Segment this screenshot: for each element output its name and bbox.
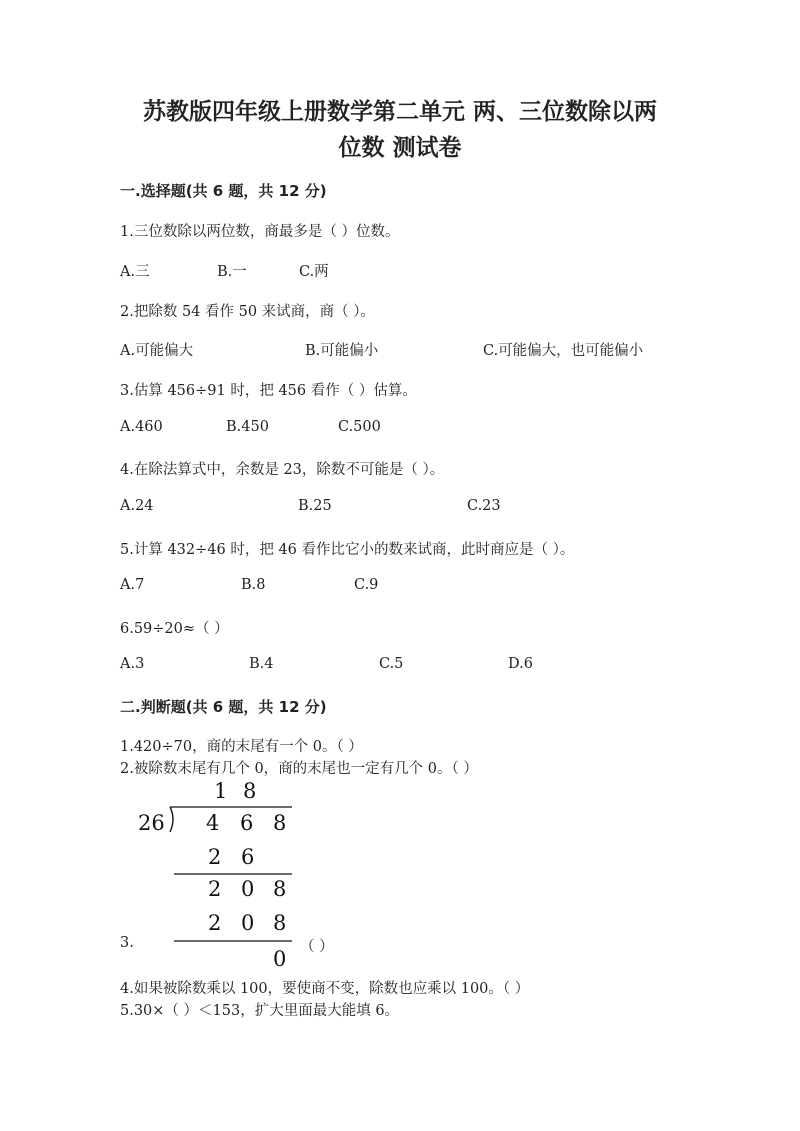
option-1c: C.两 xyxy=(299,264,329,280)
step1-digit-2: 6 xyxy=(241,845,255,869)
division-bracket xyxy=(170,807,173,832)
option-3b: B.450 xyxy=(226,419,269,435)
dividend-digit-3: 8 xyxy=(273,811,287,835)
step3-digit-2: 0 xyxy=(241,911,255,935)
title-line-1: 苏教版四年级上册数学第二单元 两、三位数除以两 xyxy=(142,99,657,125)
step1-digit-1: 2 xyxy=(208,845,222,869)
option-1a: A.三 xyxy=(120,264,150,280)
option-5a: A.7 xyxy=(120,577,145,593)
question-1: 1.三位数除以两位数，商最多是（ ）位数。 xyxy=(120,224,400,240)
judge-question-3-label: 3. xyxy=(120,935,134,951)
quotient-digit-2: 8 xyxy=(243,779,257,803)
option-6d: D.6 xyxy=(508,656,533,672)
question-5: 5.计算 432÷46 时，把 46 看作比它小的数来试商，此时商应是（ ）。 xyxy=(120,542,575,558)
step2-digit-1: 2 xyxy=(208,877,222,901)
question-3: 3.估算 456÷91 时，把 456 看作（ ）估算。 xyxy=(120,383,417,399)
option-5c: C.9 xyxy=(354,577,379,593)
dividend-digit-1: 4 xyxy=(206,811,220,835)
option-2c: C.可能偏大，也可能偏小 xyxy=(483,343,644,359)
question-6: 6.59÷20≈（ ） xyxy=(120,621,229,637)
step2-digit-3: 8 xyxy=(273,877,287,901)
judge-question-3-paren: （ ） xyxy=(300,939,334,955)
section-heading-choice: 一.选择题(共 6 题，共 12 分) xyxy=(120,182,327,200)
step3-digit-1: 2 xyxy=(208,911,222,935)
judge-question-4: 4.如果被除数乘以 100，要使商不变，除数也应乘以 100。（ ） xyxy=(120,981,530,997)
option-6c: C.5 xyxy=(379,656,404,672)
option-5b: B.8 xyxy=(241,577,266,593)
option-4c: C.23 xyxy=(467,498,501,514)
option-2b: B.可能偏小 xyxy=(305,343,379,359)
section-heading-judge: 二.判断题(共 6 题，共 12 分) xyxy=(120,698,327,716)
quotient-digit-1: 1 xyxy=(214,779,228,803)
option-3a: A.460 xyxy=(120,419,163,435)
option-4a: A.24 xyxy=(120,498,154,514)
judge-question-1: 1.420÷70，商的末尾有一个 0。（ ） xyxy=(120,739,363,755)
remainder: 0 xyxy=(273,947,287,971)
long-division-figure xyxy=(130,776,310,972)
option-1b: B.一 xyxy=(217,264,247,280)
title-line-2: 位数 测试卷 xyxy=(338,135,462,161)
judge-question-5: 5.30×（ ）＜153，扩大里面最大能填 6。 xyxy=(120,1003,400,1019)
question-2: 2.把除数 54 看作 50 来试商，商（ ）。 xyxy=(120,304,376,320)
option-4b: B.25 xyxy=(298,498,332,514)
step3-digit-3: 8 xyxy=(273,911,287,935)
option-2a: A.可能偏大 xyxy=(120,343,194,359)
question-4: 4.在除法算式中，余数是 23，除数不可能是（ ）。 xyxy=(120,462,445,478)
option-6b: B.4 xyxy=(249,656,274,672)
option-3c: C.500 xyxy=(338,419,381,435)
judge-question-2: 2.被除数末尾有几个 0，商的末尾也一定有几个 0。（ ） xyxy=(120,761,478,777)
option-6a: A.3 xyxy=(120,656,145,672)
step2-digit-2: 0 xyxy=(241,877,255,901)
divisor: 26 xyxy=(138,811,165,835)
dividend-digit-2: 6 xyxy=(240,811,254,835)
